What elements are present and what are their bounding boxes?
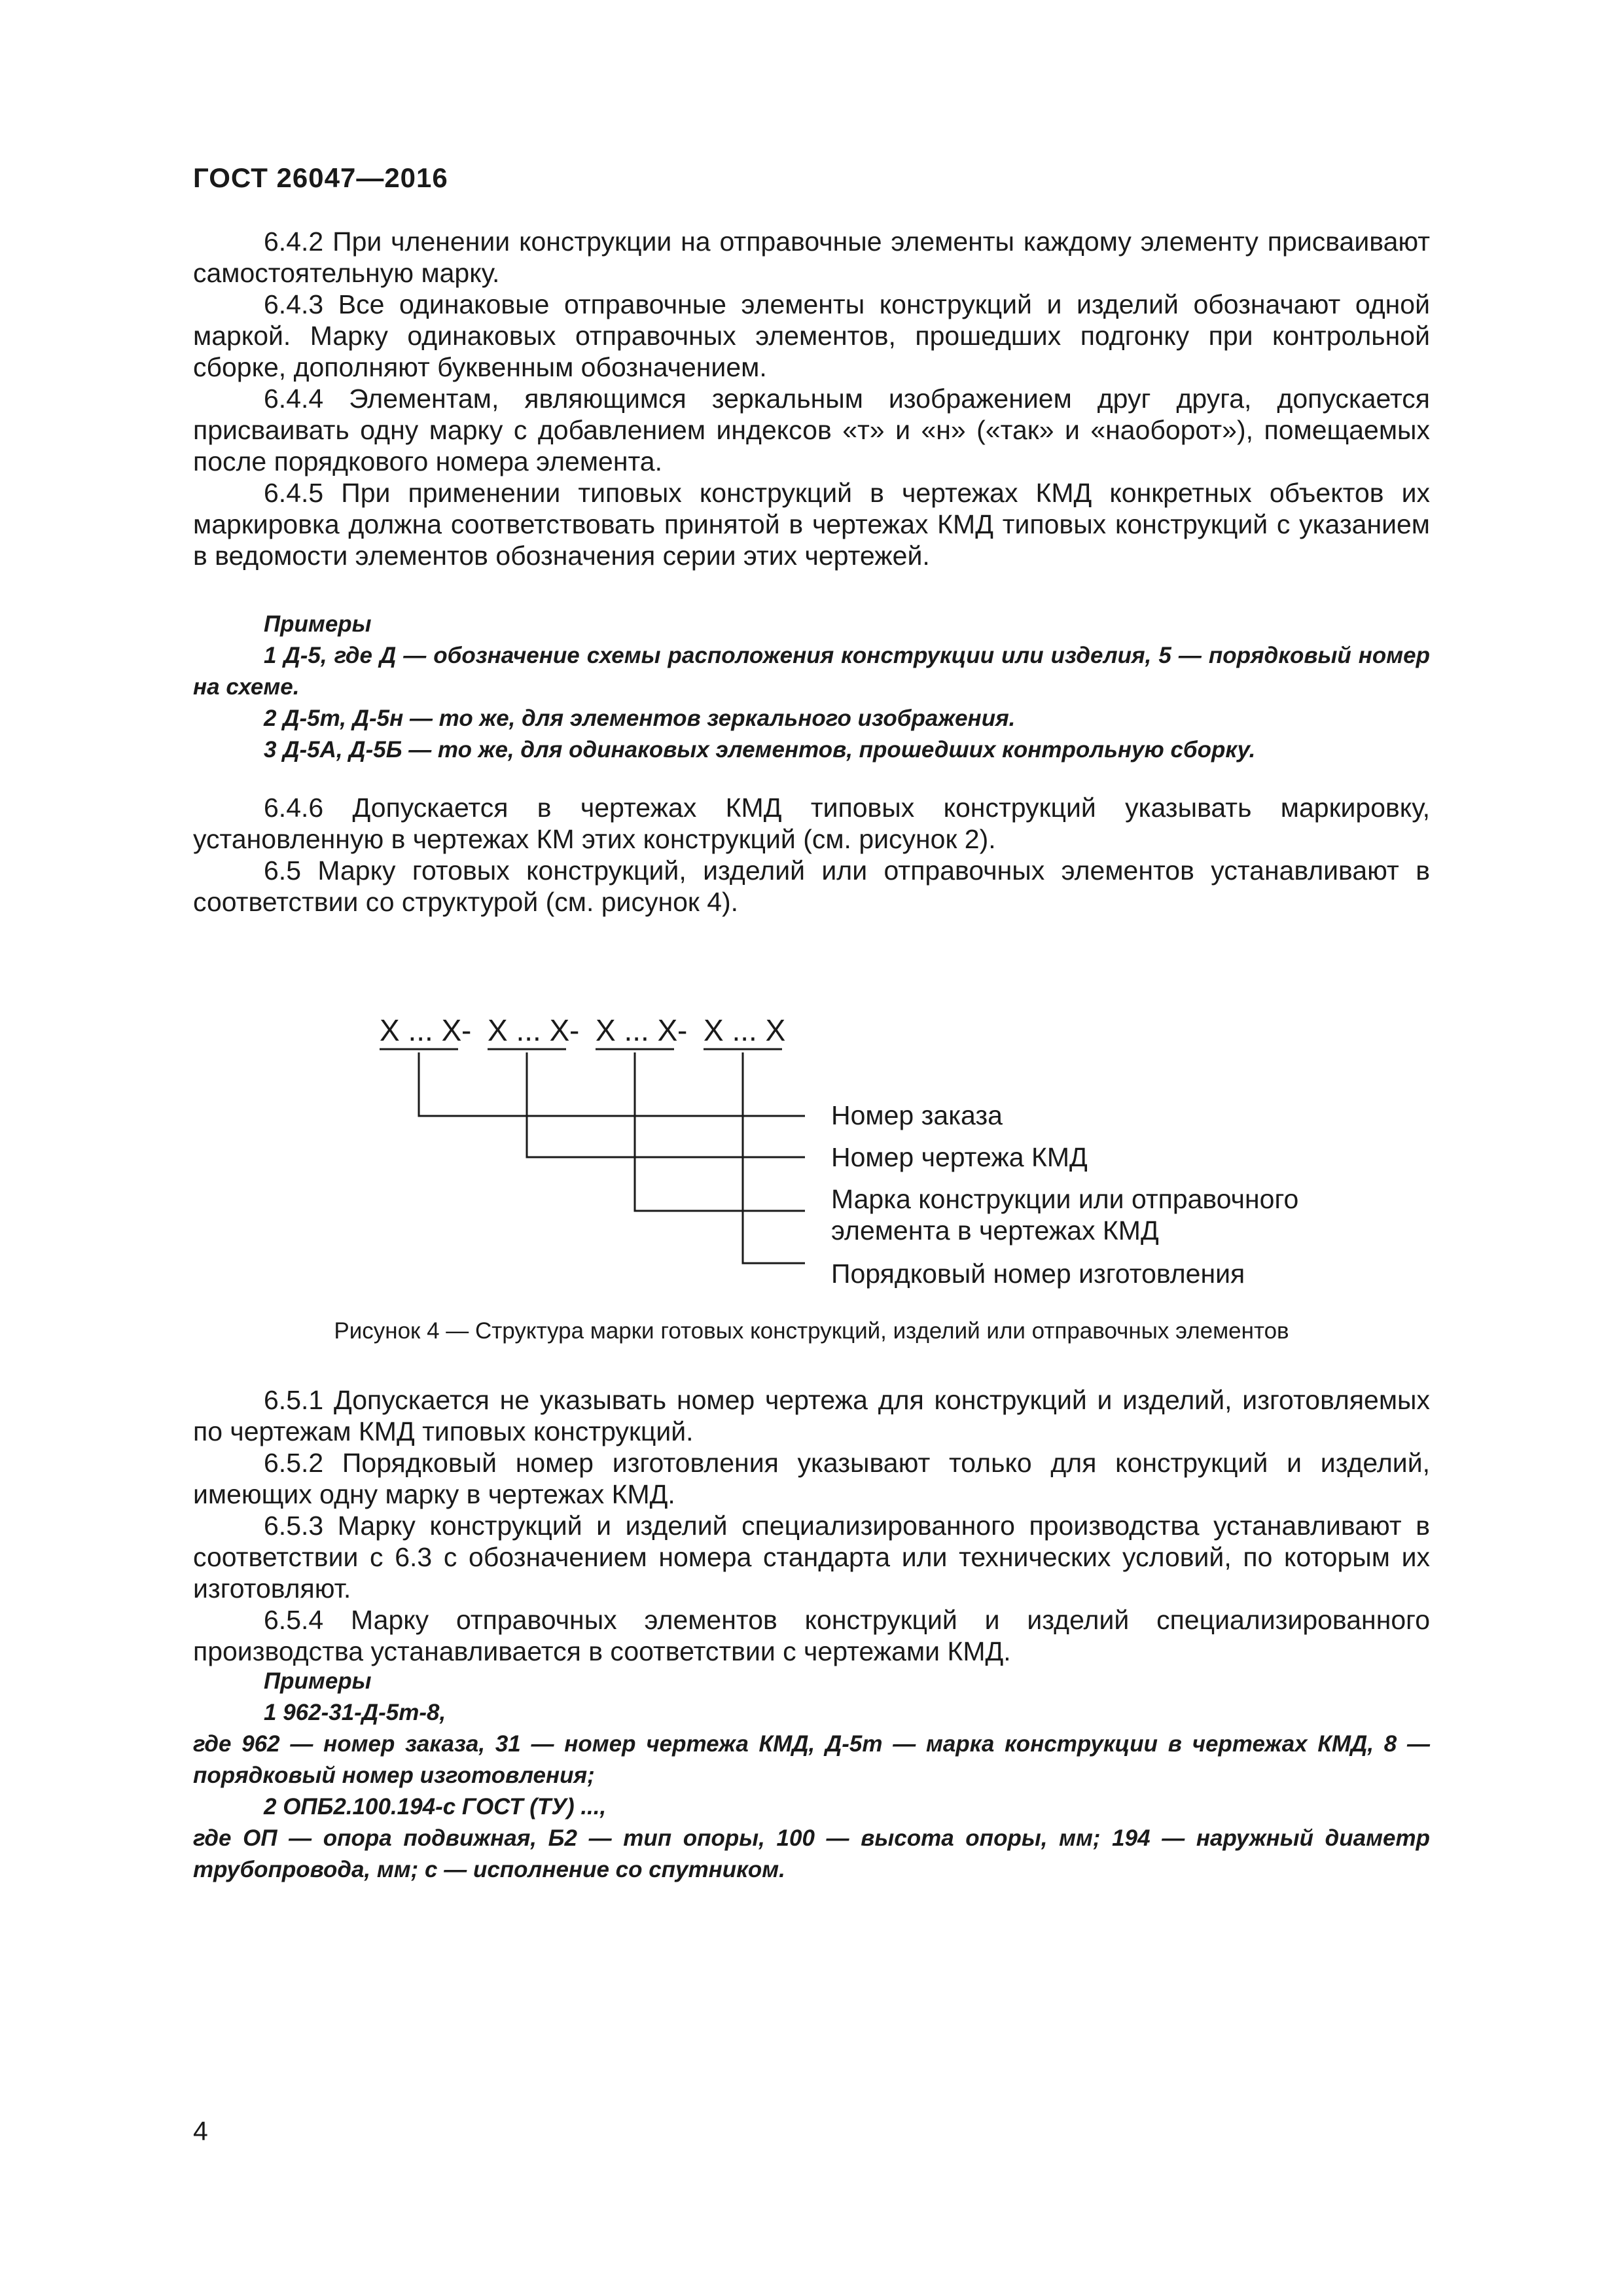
example-item: 3 Д-5А, Д-5Б — то же, для одинаковых элементов, прошедших контрольную сборку. [264,737,1256,762]
label-construction-mark-line1: Марка конструкции или отправочного [831,1184,1299,1214]
label-construction-mark-line2: элемента в чертежах КМД [831,1215,1159,1246]
paragraph-6-5-3: 6.5.3 Марку конструкций и изделий специализированного производства устанавливают в соответствии с 6.3 с обозначением номера стандарта или технических условий, по которым их изготовляют. [193,1511,1430,1604]
figure-caption: Рисунок 4 — Структура марки готовых конструкций, изделий или отправочных элементов [334,1318,1289,1344]
formula-separator: - [461,1013,472,1047]
document-header: ГОСТ 26047—2016 [193,162,448,193]
formula-group: X ... X [488,1013,570,1047]
example-explanation: где ОП — опора подвижная, Б2 — тип опоры, 100 — высота опоры, мм; 194 — наружный диаметр трубопровода, мм; с — исполнение со спутником. [193,1825,1430,1882]
paragraph-6-4-4: 6.4.4 Элементам, являющимся зеркальным изображением друг друга, допускается присваивать одну марку с добавлением индексов «т» и «н» («так» и «наоборот»), помещаемых после порядкового номера элемента. [193,384,1430,476]
paragraph-6-5-1: 6.5.1 Допускается не указывать номер чертежа для конструкций и изделий, изготовляемых по чертежам КМД типовых конструкций. [193,1385,1430,1446]
paragraph-6-4-2: 6.4.2 При членении конструкции на отправочные элементы каждому элементу присваивают самостоятельную марку. [193,226,1430,288]
label-drawing-number: Номер чертежа КМД [831,1142,1088,1172]
formula-group: X ... X [596,1013,678,1047]
example-item: 1 962-31-Д-5т-8, [264,1700,446,1725]
paragraph-6-5-2: 6.5.2 Порядковый номер изготовления указывают только для конструкций и изделий, имеющих одну марку в чертежах КМД. [193,1448,1430,1509]
paragraph-6-4-5: 6.4.5 При применении типовых конструкций в чертежах КМД конкретных объектов их маркировка должна соответствовать принятой в чертежах КМД типовых конструкций с указанием в ведомости элементов обозначения серии этих чертежей. [193,478,1430,571]
formula-group: X ... X [704,1013,786,1047]
example-explanation: где 962 — номер заказа, 31 — номер чертежа КМД, Д-5т — марка конструкции в чертежах КМД, 8 — порядковый номер изготовления; [193,1731,1430,1788]
example-item: 2 ОПБ2.100.194-с ГОСТ (ТУ) ..., [264,1794,607,1820]
paragraph-6-4-6: 6.4.6 Допускается в чертежах КМД типовых конструкций указывать маркировку, установленную в чертежах КМ этих конструкций (см. рисунок 2). [193,793,1430,854]
examples-heading: Примеры [264,611,372,637]
page-number: 4 [193,2116,208,2146]
paragraph-6-5: 6.5 Марку готовых конструкций, изделий или отправочных элементов устанавливают в соответствии со структурой (см. рисунок 4). [193,855,1430,917]
label-serial-number: Порядковый номер изготовления [831,1259,1245,1289]
paragraph-6-5-4: 6.5.4 Марку отправочных элементов конструкций и изделий специализированного производства устанавливается в соответствии с чертежами КМД. [193,1605,1430,1666]
example-item: 2 Д-5т, Д-5н — то же, для элементов зеркального изображения. [264,706,1016,731]
example-item: 1 Д-5, где Д — обозначение схемы расположения конструкции или изделия, 5 — порядковый номер на схеме. [193,643,1430,700]
formula-separator: - [569,1013,580,1047]
section-6-4 [193,226,1430,571]
leader-construction-mark [635,1052,805,1211]
examples-block-2 [193,1666,1430,1886]
examples-block-1 [193,609,1430,766]
leader-drawing-number [527,1052,805,1157]
section-6-4-6 [193,792,1430,918]
formula-separator: - [677,1013,688,1047]
mark-structure-figure [366,995,1348,1296]
label-order-number: Номер заказа [831,1100,1003,1130]
section-6-5 [193,1384,1430,1667]
examples-heading: Примеры [264,1668,372,1694]
formula-group: X ... X [380,1013,462,1047]
leader-order-number [419,1052,805,1116]
paragraph-6-4-3: 6.4.3 Все одинаковые отправочные элементы конструкций и изделий обозначают одной маркой. Марку одинаковых отправочных элементов, прошедших подгонку при контрольной сборке, дополняют буквенным обозначением. [193,289,1430,382]
